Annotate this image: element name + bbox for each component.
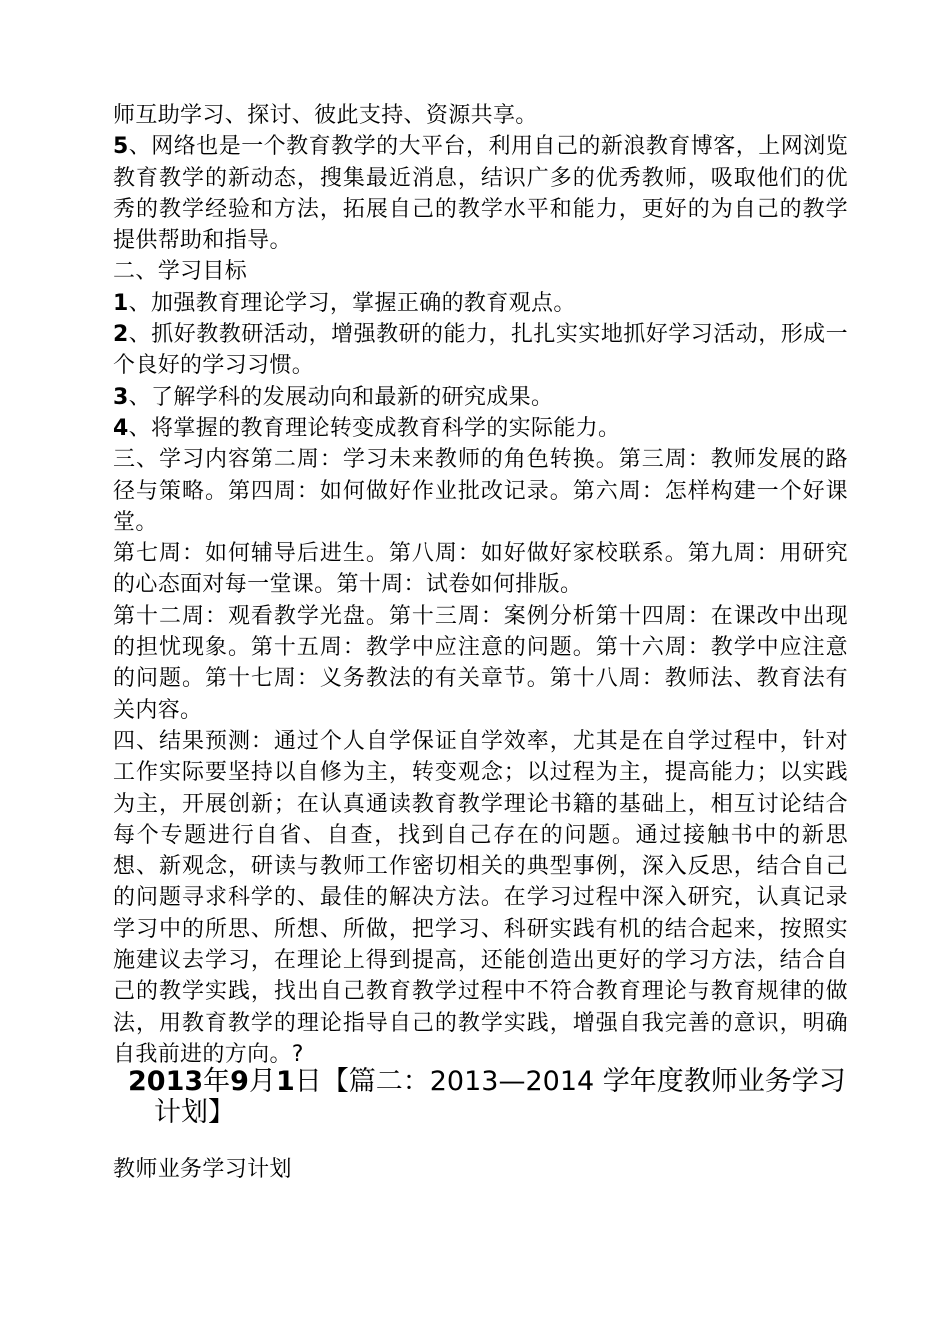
goal-item-4: 4、将掌握的教育理论转变成教育科学的实际能力。 — [113, 415, 621, 441]
goal-item-1: 1、加强教育理论学习，掌握正确的教育观点。 — [113, 290, 576, 316]
learning-content-paragraph: 三、学习内容第二周：学习未来教师的角色转换。第三周：教师发展的路径与策略。第四周：如何做好作业批改记录。第六周：怎样构建一个好课堂。 — [113, 447, 848, 535]
paragraph-2: 5、网络也是一个教育教学的大平台，利用自己的新浪教育博客，上网浏览教育教学的新动态，搜集最近消息，结识广多的优秀教师，吸取他们的优秀的教学经验和方法，拓展自己的教学水平和能力，更好的为自己的教学提供帮助和指导。 — [113, 134, 848, 254]
goal-item-3: 3、了解学科的发展动向和最新的研究成果。 — [113, 384, 554, 410]
section-heading-line-2: 计划】 — [154, 1097, 235, 1128]
body-text — [113, 100, 848, 1070]
document-subtitle: 教师业务学习计划 — [113, 1157, 292, 1182]
weekly-plan-paragraph-1: 第七周：如何辅导后进生。第八周：如好做好家校联系。第九周：用研究的心态面对每一堂课。第十周：试卷如何排版。 — [113, 541, 848, 598]
results-paragraph: 四、结果预测：通过个人自学保证自学效率，尤其是在自学过程中，针对工作实际要坚持以自修为主，转变观念；以过程为主，提高能力；以实践为主，开展创新；在认真通读教育教学理论书籍的基础上，相互讨论结合每个专题进行自省、自查，找到自己存在的问题。通过接触书中的新思想、新观念，研读与教师工作密切相关的典型事例，深入反思，结合自己的问题寻求科学的、最佳的解决方法。在学习过程中深入研究，认真记录学习中的所思、所想、所做，把学习、科研实践有机的结合起来，按照实施建议去学习，在理论上得到提高，还能创造出更好的学习方法，结合自己的教学实践，找出自己教育教学过程中不符合教育理论与教育规律的做法，用教育教学的理论指导自己的教学实践，增强自我完善的意识，明确自我前进的方向。? — [113, 728, 848, 1067]
weekly-plan-paragraph-2: 第十二周：观看教学光盘。第十三周：案例分析第十四周：在课改中出现的担忧现象。第十五周：教学中应注意的问题。第十六周：教学中应注意的问题。第十七周：义务教法的有关章节。第十八周：教师法、教育法有关内容。 — [113, 603, 848, 723]
paragraph-1: 师互助学习、探讨、彼此支持、资源共享。 — [113, 103, 538, 128]
section-heading-line-1: 【篇二：2013—2014 学年度教师业务学习 — [321, 1066, 846, 1097]
goal-item-2: 2、抓好教教研活动，增强教研的能力，扎扎实实地抓好学习活动，形成一个良好的学习习惯。 — [113, 322, 848, 379]
section-title: 2013年9月1日【篇二：2013—2014 学年度教师业务学习 计划】 — [128, 1066, 848, 1128]
heading-learning-goals: 二、学习目标 — [113, 259, 248, 285]
